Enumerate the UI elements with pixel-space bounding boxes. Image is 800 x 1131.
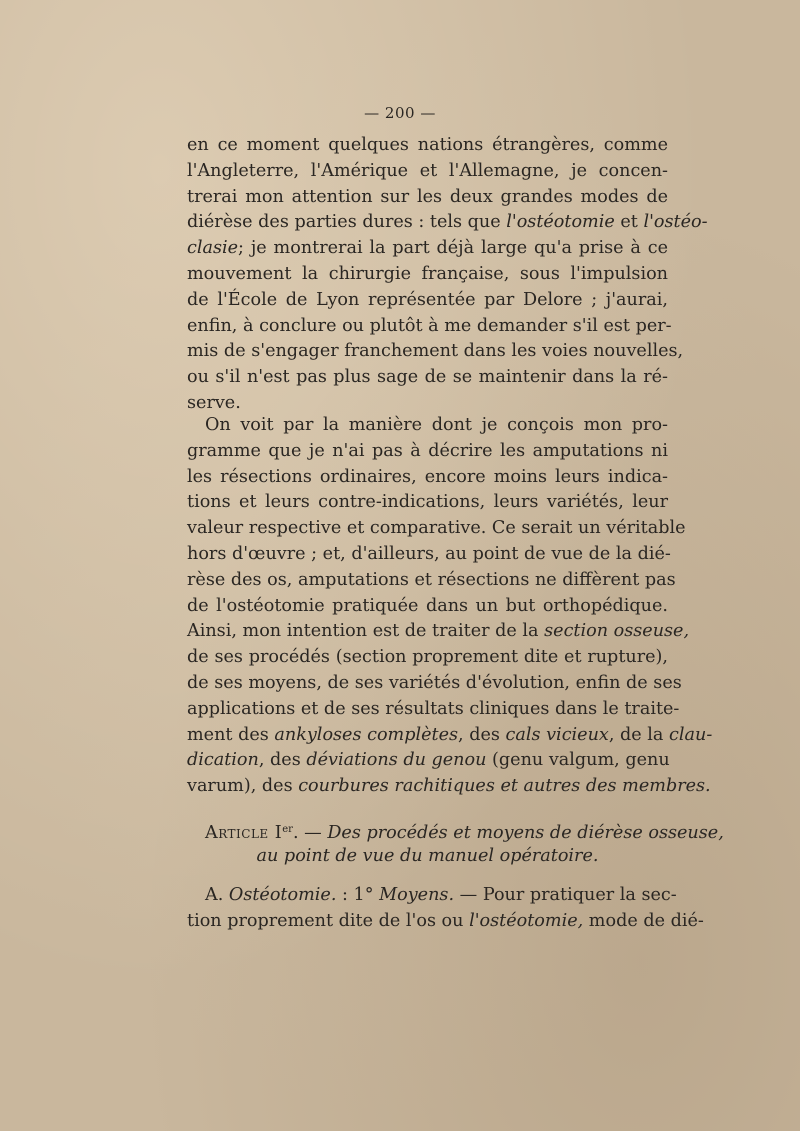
italic-term: clasie <box>187 238 239 259</box>
text-line: ou s'il n'est pas plus sage de se maintenir dans la ré- <box>187 367 668 388</box>
page-number: — 200 — <box>364 104 436 122</box>
text-line: en ce moment quelques nations étrangères, comme <box>187 135 668 155</box>
text-line: hors d'œuvre ; et, d'ailleurs, au point de vue de la dié- <box>187 543 671 564</box>
text-line: de l'École de Lyon représentée par Delore ; j'aurai, <box>187 289 668 310</box>
text-line: valeur respective et comparative. Ce serait un véritable <box>187 518 686 539</box>
article-superscript: er <box>282 824 293 835</box>
text-line: de ses procédés (section proprement dite et rupture), <box>187 647 668 668</box>
article-title: Des procédés et moyens de diérèse osseuse, <box>327 823 724 843</box>
text-line: clasie; je montrerai la part déjà large qu'a prise à ce <box>187 238 668 259</box>
paragraph-3 <box>187 883 704 935</box>
text-line: mis de s'engager franchement dans les voies nouvelles, <box>187 341 684 362</box>
article-heading <box>187 817 724 869</box>
italic-term: Ostéotomie. <box>228 885 337 905</box>
text-line: On voit par la manière dont je conçois mon pro- <box>205 415 668 435</box>
article-heading-line-2 <box>187 843 668 869</box>
text-line: tions et leurs contre-indications, leurs variétés, leur <box>187 492 668 513</box>
text-line: l'Angleterre, l'Amérique et l'Allemagne, je concen- <box>187 160 668 181</box>
text-line: mouvement la chirurgie française, sous l'impulsion <box>187 263 668 284</box>
italic-term: l'ostéotomie, <box>469 910 584 931</box>
italic-term: déviations du genou <box>306 750 487 771</box>
text-line: Ainsi, mon intention est de traiter de la section osseuse, <box>187 621 690 642</box>
text-line: diérèse des parties dures : tels que l'ostéotomie et l'ostéo- <box>187 212 708 233</box>
italic-term: cals vicieux <box>505 724 609 745</box>
italic-term: Moyens. <box>379 885 455 905</box>
article-label: Article I <box>205 823 283 843</box>
text-line: A. Ostéotomie. : 1° Moyens. — Pour pratiquer la sec- <box>205 885 677 905</box>
text-line: serve. <box>187 392 241 413</box>
italic-term: dication <box>187 750 259 771</box>
article-heading-line-1: Article Ier. — Des procédés et moyens de diérèse osseuse, <box>205 823 724 843</box>
article-subtitle: au point de vue du manuel opératoire. <box>256 846 599 866</box>
text-line: rèse des os, amputations et résections ne diffèrent pas <box>187 569 676 590</box>
italic-term: l'ostéotomie <box>506 212 615 233</box>
italic-term: courbures rachitiques et autres des membres. <box>298 776 711 797</box>
text-line: les résections ordinaires, encore moins leurs indica- <box>187 466 668 487</box>
text-line: gramme que je n'ai pas à décrire les amputations ni <box>187 440 668 461</box>
italic-term: ankyloses complètes <box>274 724 459 745</box>
paragraph-1 <box>187 133 708 417</box>
paragraph-2 <box>187 413 713 800</box>
italic-term: clau- <box>669 724 713 745</box>
text-line: trerai mon attention sur les deux grandes modes de <box>187 186 668 207</box>
italic-term: section osseuse, <box>544 621 690 642</box>
text-line: applications et de ses résultats cliniques dans le traite- <box>187 698 680 719</box>
text-line: tion proprement dite de l'os ou l'ostéotomie, mode de dié- <box>187 910 704 931</box>
text-line: de l'ostéotomie pratiquée dans un but orthopédique. <box>187 595 668 616</box>
text-line: varum), des courbures rachitiques et autres des membres. <box>187 776 711 797</box>
text-line: de ses moyens, de ses variétés d'évolution, enfin de ses <box>187 672 682 693</box>
italic-term: l'ostéo- <box>643 212 708 233</box>
text-line: ment des ankyloses complètes, des cals vicieux, de la clau- <box>187 724 713 745</box>
text-line: dication, des déviations du genou (genu valgum, genu <box>187 750 670 771</box>
text-line: enfin, à conclure ou plutôt à me demander s'il est per- <box>187 315 672 336</box>
